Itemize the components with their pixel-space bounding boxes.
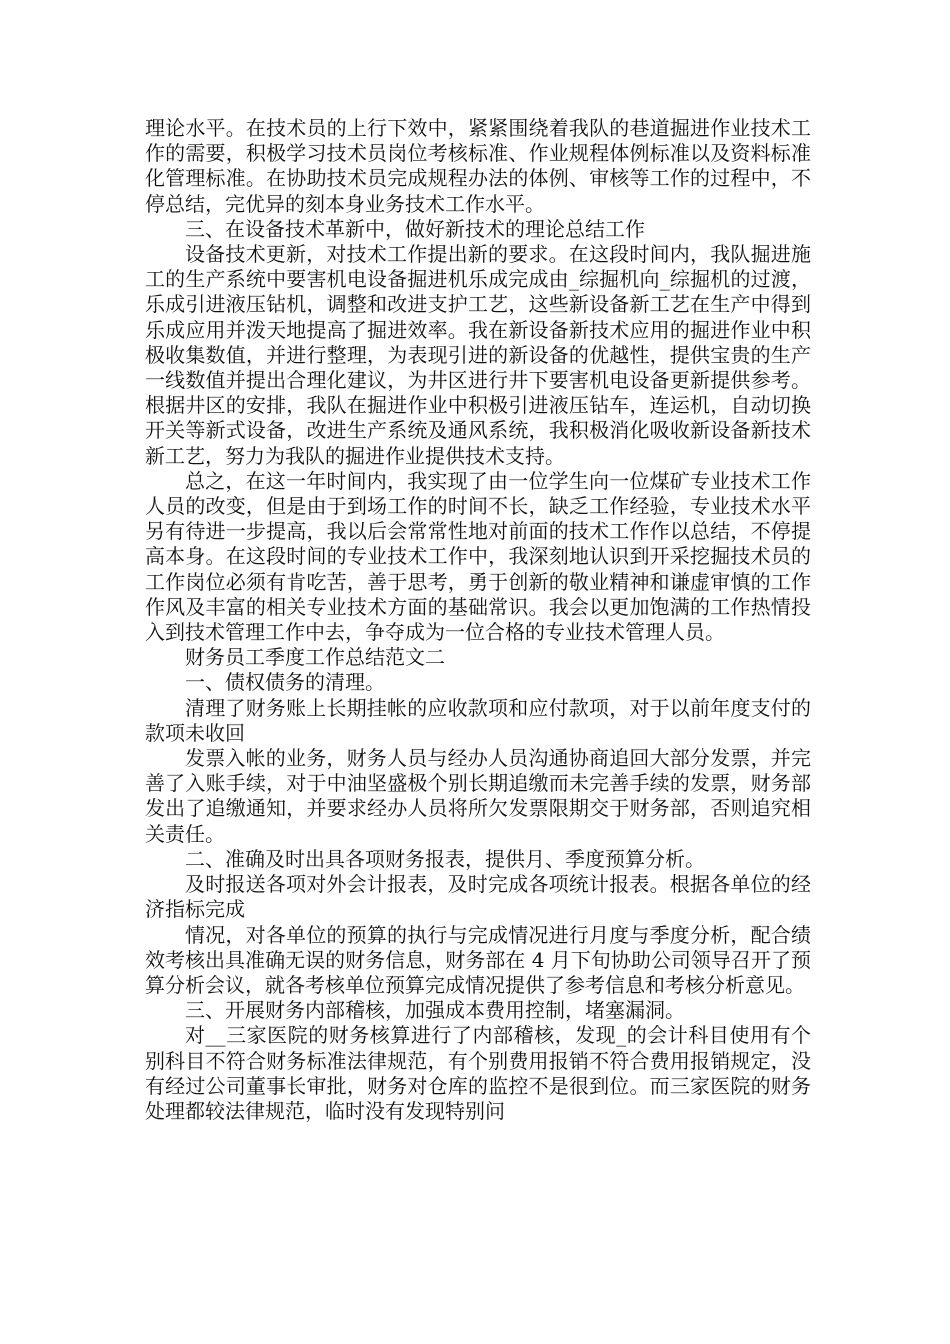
paragraph-3: 总之，在这一年时间内，我实现了由一位学生向一位煤矿专业技术工作人员的改变，但是由于到场工作的时间不长，缺乏工作经验，专业技术水平另有待进一步提高，我以后会常常性地对前面的技术工作作以总结，不停提高本身。在这段时间的专业技术工作中，我深刻地认识到开采挖掘技术员的工作岗位必须有肯吃苦，善于思考，勇于创新的敬业精神和谦虚审慎的工作作风及丰富的相关专业技术方面的基础常识。我会以更加饱满的工作热情投入到技术管理工作中去，争夺成为一位合格的专业技术管理人员。 bbox=[145, 468, 811, 645]
paragraph-8: 对__三家医院的财务核算进行了内部稽核，发现_的会计科目使用有个别科目不符合财务标准法律规范，有个别费用报销不符合费用报销规定，没有经过公司董事长审批，财务对仓库的监控不是很到位。而三家医院的财务处理都较法律规范，临时没有发现特别问 bbox=[145, 1023, 811, 1123]
paragraph-4: 清理了财务账上长期挂帐的应收款项和应付款项，对于以前年度支付的款项未收回 bbox=[145, 695, 811, 745]
paragraph-5: 发票入帐的业务，财务人员与经办人员沟通协商追回大部分发票，并完善了入账手续，对于中油坚盛极个别长期追缴而未完善手续的发票，财务部发出了追缴通知，并要求经办人员将所欠发票限期交于财务部，否则追究相关责任。 bbox=[145, 746, 811, 846]
section-heading-2: 二、准确及时出具各项财务报表，提供月、季度预算分析。 bbox=[185, 846, 705, 871]
paragraph-7: 情况，对各单位的预算的执行与完成情况进行月度与季度分析，配合绩效考核出具准确无误的财务信息，财务部在 4 月下旬协助公司领导召开了预算分析会议，就各考核单位预算完成情况提供了参考信息和考核分析意见。 bbox=[145, 922, 811, 997]
paragraph-6: 及时报送各项对外会计报表，及时完成各项统计报表。根据各单位的经济指标完成 bbox=[145, 872, 811, 922]
document-page bbox=[145, 116, 811, 1124]
paragraph-1: 理论水平。在技术员的上行下效中，紧紧围绕着我队的巷道掘进作业技术工作的需要，积极学习技术员岗位考核标准、作业规程体例标准以及资料标准化管理标准。在协助技术员完成规程办法的体例、审核等工作的过程中，不停总结，完优异的刻本身业务技术工作水平。 bbox=[145, 116, 811, 216]
section-heading-1: 一、债权债务的清理。 bbox=[185, 670, 385, 695]
section-heading-3: 三、在设备技术革新中，做好新技术的理论总结工作 bbox=[185, 216, 645, 241]
section-heading-3b: 三、开展财务内部稽核，加强成本费用控制，堵塞漏洞。 bbox=[185, 998, 685, 1023]
paragraph-2: 设备技术更新，对技术工作提出新的要求。在这段时间内，我队掘进施工的生产系统中要害机电设备掘进机乐成完成由_综掘机向_综掘机的过渡，乐成引进液压钻机，调整和改进支护工艺，这些新设备新工艺在生产中得到乐成应用并泼天地提高了掘进效率。我在新设备新技术应用的掘进作业中积极收集数值，并进行整理，为表现引进的新设备的优越性，提供宝贵的生产一线数值并提出合理化建议，为井区进行井下要害机电设备更新提供参考。根据井区的安排，我队在掘进作业中积极引进液压钻车，连运机，自动切换开关等新式设备，改进生产系统及通风系统，我积极消化吸收新设备新技术新工艺，努力为我队的掘进作业提供技术支持。 bbox=[145, 242, 811, 468]
document-title-2: 财务员工季度工作总结范文二 bbox=[185, 645, 445, 670]
